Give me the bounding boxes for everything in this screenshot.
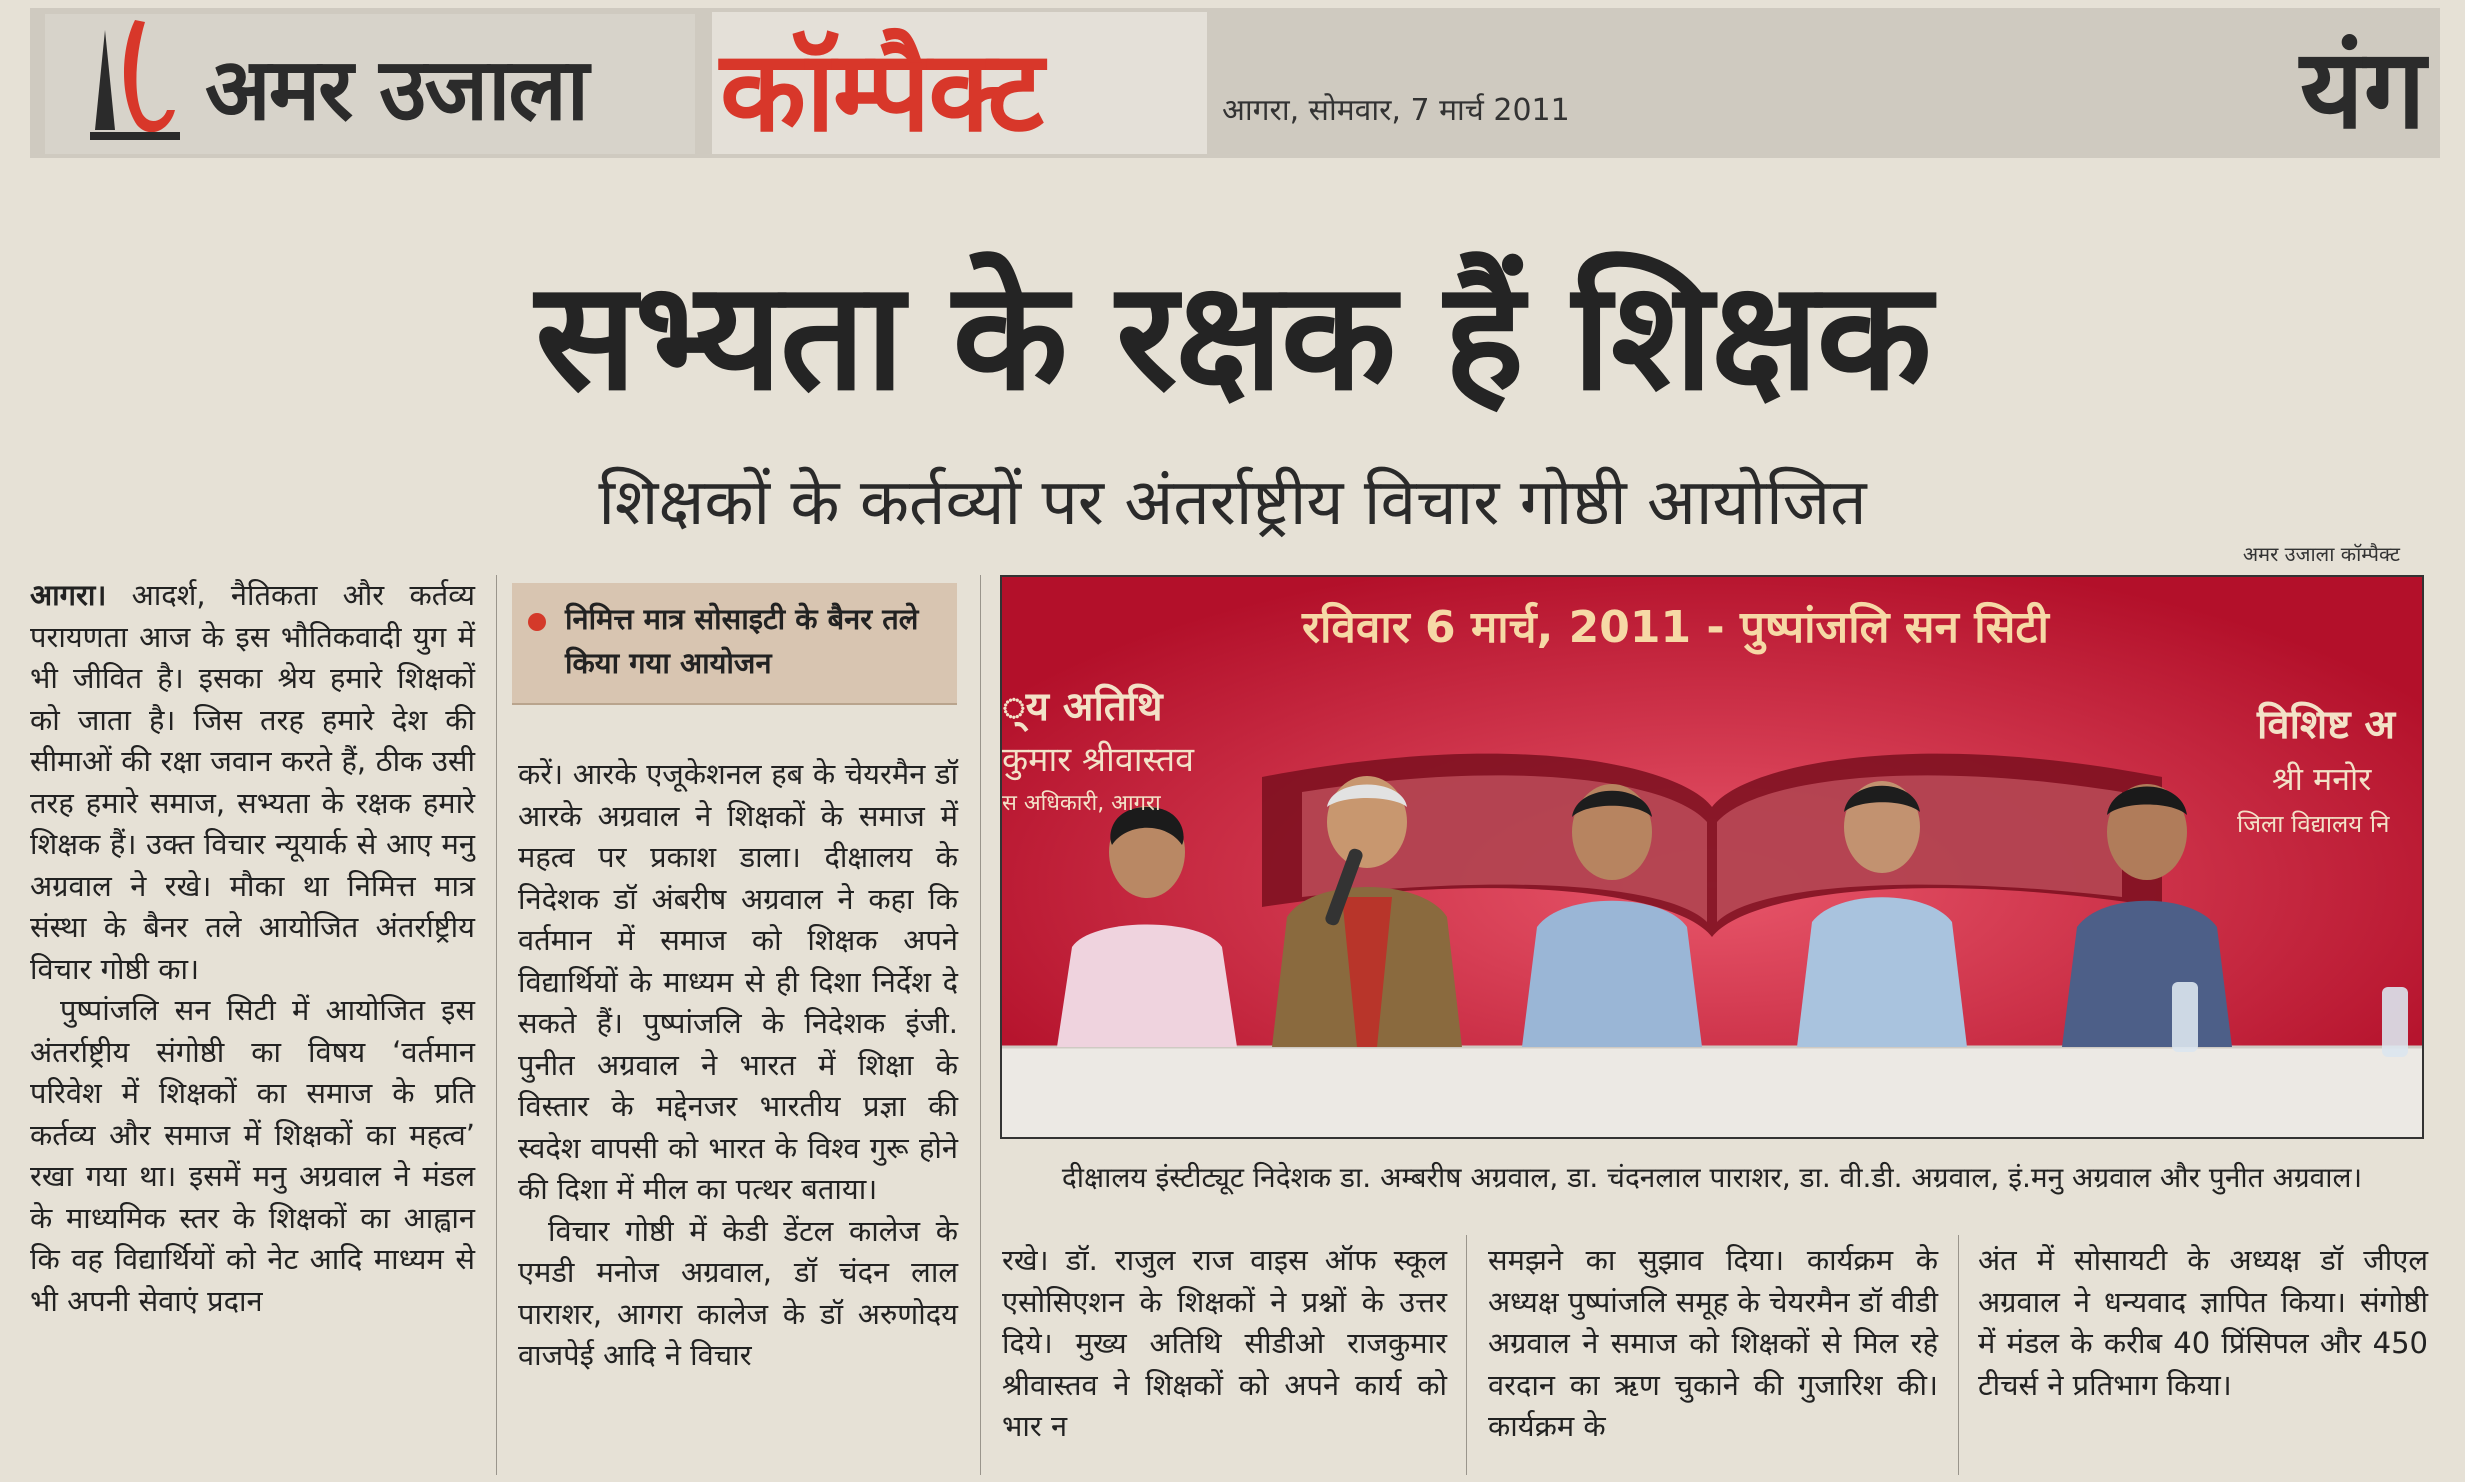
banner-right-title: विशिष्ट अ [2257, 702, 2396, 748]
column-divider [1466, 1235, 1467, 1475]
brand-name: अमर उजाला [205, 40, 588, 140]
photo-credit: अमर उजाला कॉम्पैक्ट [2242, 542, 2400, 566]
article-paragraph: विचार गोष्ठी में केडी डेंटल कालेज के एमडी मनोज अग्रवाल, डॉ चंदन लाल पाराशर, आगरा कालेज के डॉ अरुणोदय वाजपेई आदि ने विचार [518, 1213, 958, 1372]
banner-left-designation: स अधिकारी, आगरा [1002, 791, 1161, 816]
article-column-1 [30, 575, 475, 1322]
amar-ujala-logo-icon [75, 10, 185, 150]
article-dateline: आगरा। [30, 578, 107, 612]
article-paragraph: रखे। डॉ. राजुल राज वाइस ऑफ स्कूल एसोसिएशन के शिक्षकों ने प्रश्नों के उत्तर दिये। मुख्य अतिथि सीडीओ राजकुमार श्रीवास्तव ने शिक्षकों को अपने कार्य को भार न [1002, 1243, 1447, 1443]
banner-right-name: श्री मनोर [2272, 760, 2372, 798]
bullet-icon [528, 613, 546, 631]
photo-caption: दीक्षालय इंस्टीट्यूट निदेशक डा. अम्बरीष अग्रवाल, डा. चंदनलाल पाराशर, डा. वी.डी. अग्रवाल, इं.मनु अग्रवाल और पुनीत अग्रवाल। [1061, 1161, 2363, 1194]
event-photo [1000, 575, 2424, 1139]
banner-date: रविवार 6 मार्च, 2011 - पुष्पांजलि सन सिटी [1302, 602, 2049, 653]
article-paragraph [30, 575, 475, 990]
paragraph-text: आदर्श, नैतिकता और कर्तव्य परायणता आज के इस भौतिकवादी युग में भी जीवित है। इसका श्रेय हमारे शिक्षकों को जाता है। जिस तरह हमारे देश की सीमाओं की रक्षा जवान करते हैं, ठीक उसी तरह हमारे समाज, सभ्यता के रक्षक हमारे शिक्षक हैं। उक्त विचार न्यूयार्क से आए मनु अग्रवाल ने रखे। मौका था निमित्त मात्र संस्था के बैनर तले आयोजित अंतर्राष्ट्रीय विचार गोष्ठी का। [30, 578, 475, 986]
banner-right-designation: जिला विद्यालय नि [2237, 810, 2390, 838]
headline: सभ्यता के रक्षक हैं शिक्षक [535, 250, 1930, 424]
article-paragraph: करें। आरके एजूकेशनल हब के चेयरमैन डॉ आरके अग्रवाल ने शिक्षकों के समाज में महत्व पर प्रकाश डाला। दीक्षालय के निदेशक डॉ अंबरीष अग्रवाल ने कहा कि वर्तमान में समाज को शिक्षक अपने विद्यार्थियों के माध्यम से ही दिशा निर्देश दे सकते हैं। पुष्पांजलि के निदेशक इंजी. पुनीत अग्रवाल ने भारत में शिक्षा के विस्तार के मद्देनजर भारतीय प्रज्ञा की स्वदेश वापसी को भारत के विश्व गुरू होने की दिशा में मील का पत्थर बताया। [518, 757, 958, 1206]
article-column-3 [1002, 1240, 1447, 1448]
article-paragraph: अंत में सोसायटी के अध्यक्ष डॉ जीएल अग्रवाल ने धन्यवाद ज्ञापित किया। संगोष्ठी में मंडल के करीब 40 प्रिंसिपल और 450 टीचर्स ने प्रतिभाग किया। [1978, 1243, 2428, 1402]
article-column-2 [518, 754, 958, 1377]
subheadline: शिक्षकों के कर्तव्यों पर अंतर्राष्ट्रीय विचार गोष्ठी आयोजित [598, 466, 1867, 540]
article-paragraph: समझने का सुझाव दिया। कार्यक्रम के अध्यक्ष पुष्पांजलि समूह के चेयरमैन डॉ वीडी अग्रवाल ने समाज को शिक्षकों से मिल रहे वरदान का ऋण चुकाने की गुजारिश की। कार्यक्रम के [1488, 1243, 1938, 1443]
column-divider [1958, 1235, 1959, 1475]
column-divider [496, 575, 497, 1475]
article-column-4 [1488, 1240, 1938, 1448]
banner-left-title: ्य अतिथि [1002, 684, 1163, 730]
article-paragraph: पुष्पांजलि सन सिटी में आयोजित इस अंतर्राष्ट्रीय संगोष्ठी का विषय ‘वर्तमान परिवेश में शिक्षकों का समाज के प्रति कर्तव्य और समाज में शिक्षकों का महत्व’ रखा गया था। इसमें मनु अग्रवाल ने मंडल के माध्यमिक स्तर के शिक्षकों का आह्वान कि वह विद्यार्थियों को नेट आदि माध्यम से भी अपनी सेवाएं प्रदान [30, 993, 475, 1318]
corner-fragment-text: यंग [2300, 25, 2426, 153]
highlight-text: निमित्त मात्र सोसाइटी के बैनर तले किया गया आयोजन [565, 602, 919, 680]
corner-fragment [2290, 0, 2450, 160]
column-divider [980, 575, 981, 1475]
banner-left-name: कुमार श्रीवास्तव [1002, 740, 1195, 780]
edition-name: कॉम्पैक्ट [720, 27, 1042, 157]
article-column-5 [1978, 1240, 2428, 1406]
masthead-dateline: आगरा, सोमवार, 7 मार्च 2011 [1222, 93, 1570, 128]
event-photo-drawing [1002, 577, 2422, 1137]
